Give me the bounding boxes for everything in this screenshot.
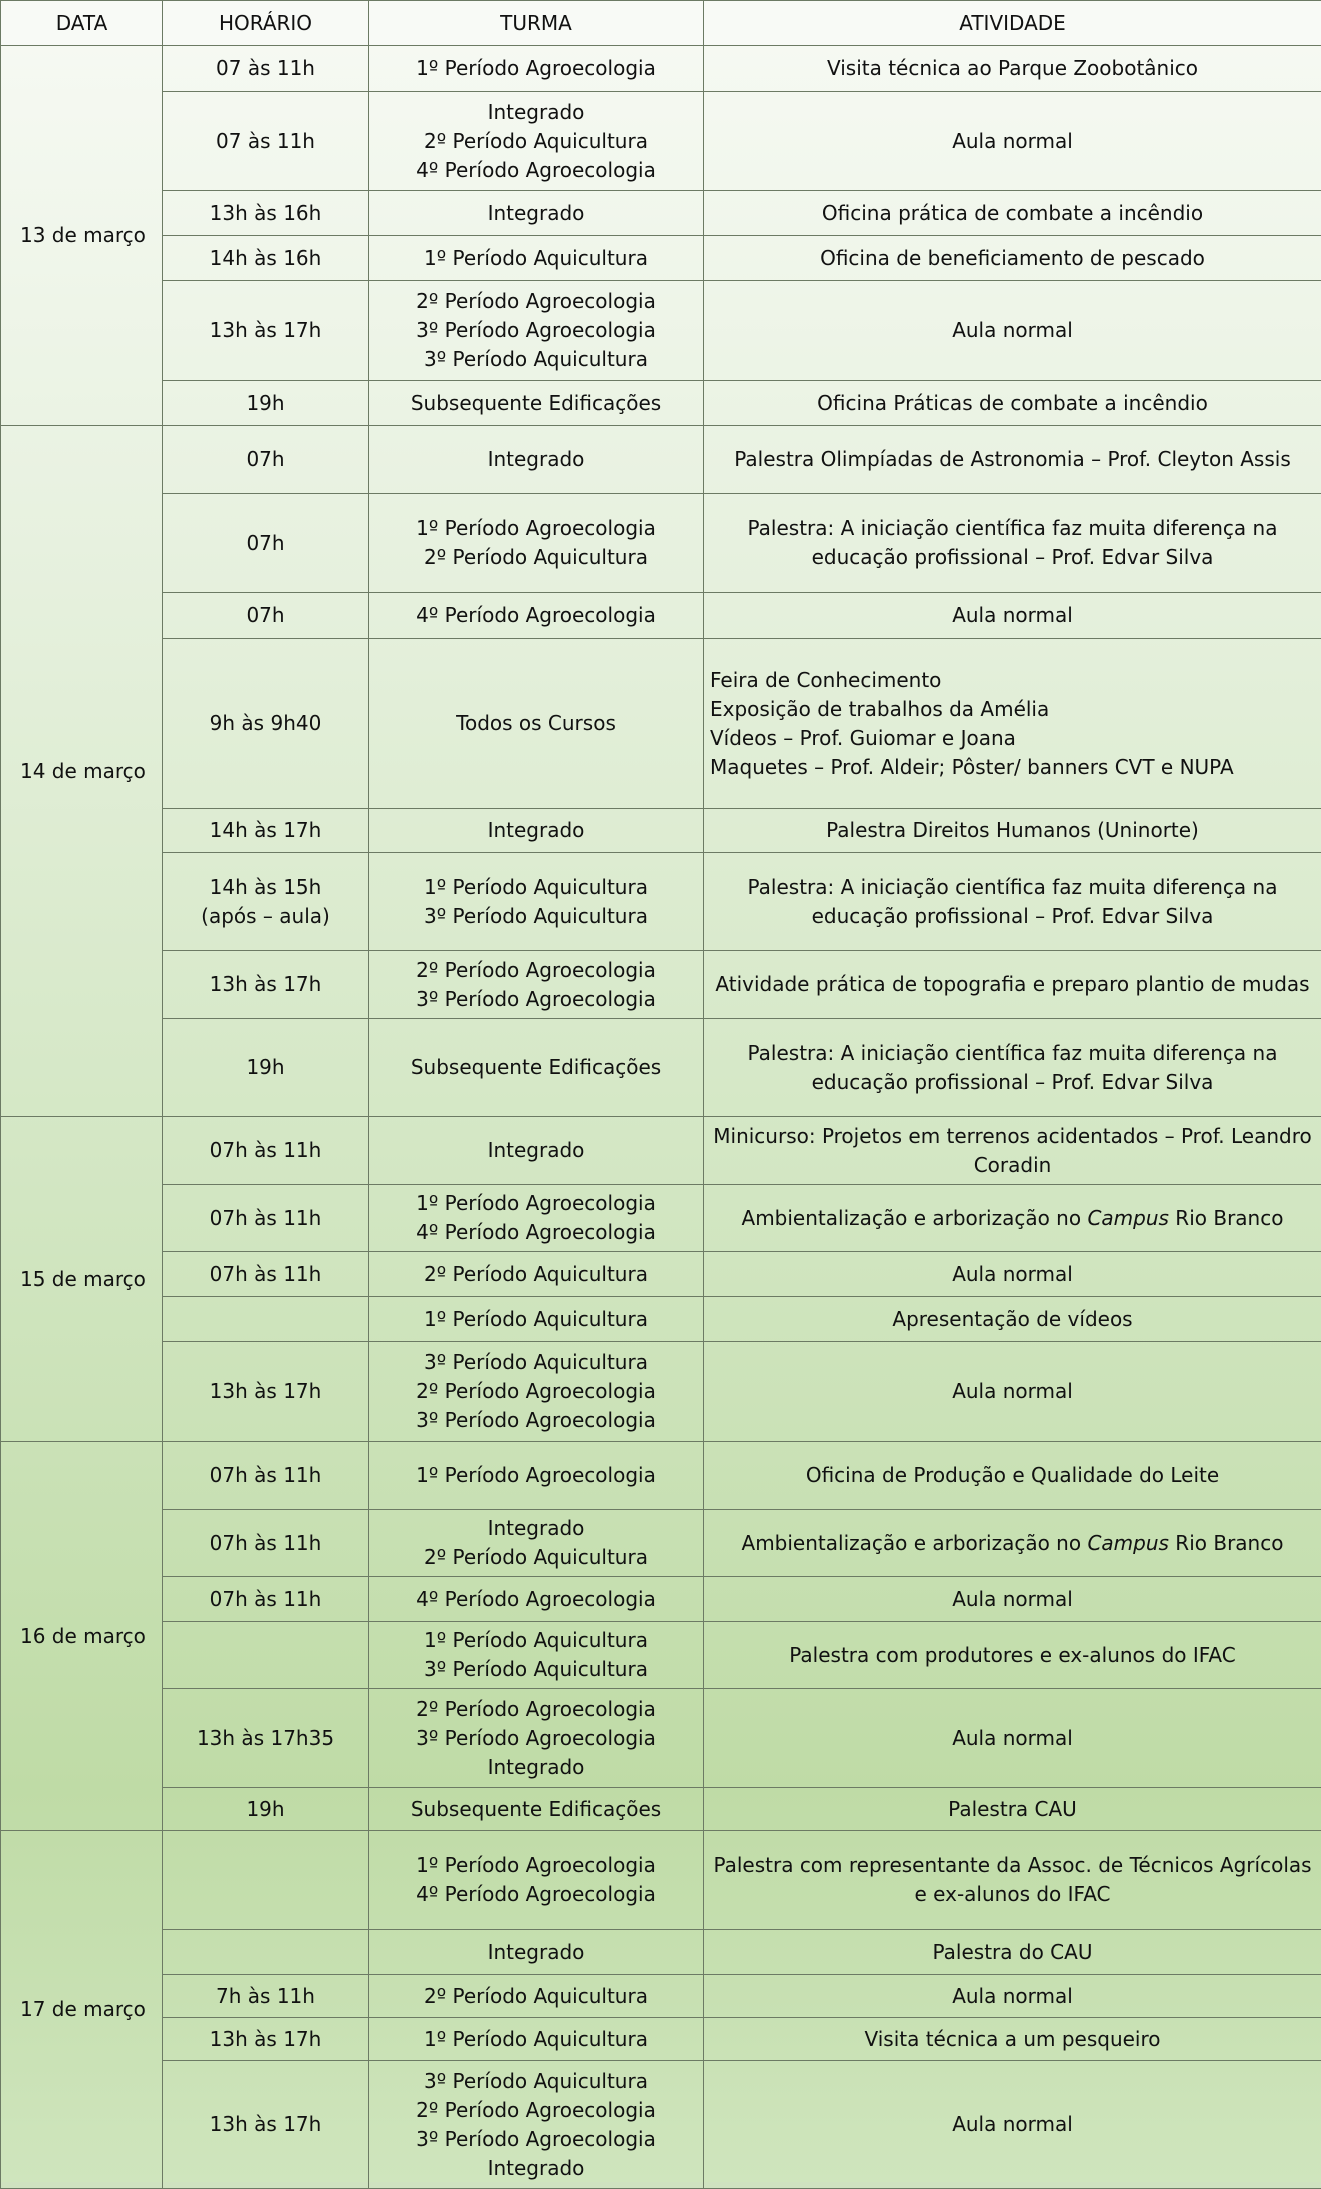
turma-line: 2º Período Aquicultura [375, 127, 697, 156]
header-data: DATA [1, 1, 163, 46]
turma-line: 3º Período Agroecologia [375, 1724, 697, 1753]
turma-line: 2º Período Agroecologia [375, 2096, 697, 2125]
table-row [1, 191, 1321, 236]
date-cell: 15 de março [1, 1117, 163, 1442]
turma-line: 2º Período Aquicultura [375, 1260, 697, 1289]
table-row [1, 853, 1321, 951]
turma-line: 1º Período Agroecologia [375, 514, 697, 543]
turma-cell [369, 1622, 704, 1689]
turma-line: Integrado [375, 1514, 697, 1543]
turma-line: 1º Período Aquicultura [375, 244, 697, 273]
time-line: (após – aula) [169, 902, 362, 931]
turma-line: 4º Período Agroecologia [375, 156, 697, 185]
turma-cell [369, 853, 704, 951]
turma-line: Integrado [375, 1938, 697, 1967]
table-row [1, 639, 1321, 809]
turma-line: 2º Período Aquicultura [375, 543, 697, 572]
time-cell [163, 1577, 369, 1622]
turma-line: Subsequente Edificações [375, 1795, 697, 1824]
table-row [1, 1117, 1321, 1185]
atividade-cell [704, 809, 1321, 853]
turma-line: Integrado [375, 1753, 697, 1782]
time-line: 07h às 11h [169, 1461, 362, 1490]
atividade-cell [704, 1185, 1321, 1252]
table-row [1, 1342, 1321, 1442]
turma-cell [369, 2061, 704, 2189]
time-cell [163, 1019, 369, 1117]
time-line: 13h às 17h [169, 316, 362, 345]
table-row [1, 1252, 1321, 1297]
table-row [1, 46, 1321, 92]
atividade-cell [704, 381, 1321, 426]
atividade-cell [704, 1342, 1321, 1442]
turma-cell [369, 381, 704, 426]
header-atividade: ATIVIDADE [704, 1, 1321, 46]
atividade-text: Aula normal [710, 1585, 1315, 1614]
date-cell: 17 de março [1, 1831, 163, 2189]
turma-line: Todos os Cursos [375, 709, 697, 738]
atividade-text: Aula normal [710, 1724, 1315, 1753]
time-line: 13h às 16h [169, 199, 362, 228]
atividade-cell [704, 1442, 1321, 1510]
time-cell [163, 426, 369, 494]
turma-line: 3º Período Agroecologia [375, 985, 697, 1014]
atividade-cell [704, 1622, 1321, 1689]
atividade-cell [704, 191, 1321, 236]
turma-line: 1º Período Aquicultura [375, 1626, 697, 1655]
time-line: 14h às 17h [169, 816, 362, 845]
time-cell [163, 1788, 369, 1831]
atividade-text: Oficina de beneficiamento de pescado [710, 244, 1315, 273]
time-line: 19h [169, 1795, 362, 1824]
time-line: 19h [169, 389, 362, 418]
turma-line: 2º Período Agroecologia [375, 1695, 697, 1724]
time-line: 07h às 11h [169, 1529, 362, 1558]
time-line: 07h às 11h [169, 1585, 362, 1614]
turma-line: 2º Período Agroecologia [375, 287, 697, 316]
atividade-cell [704, 593, 1321, 639]
turma-line: Subsequente Edificações [375, 1053, 697, 1082]
turma-cell [369, 1442, 704, 1510]
atividade-text: Palestra Direitos Humanos (Uninorte) [710, 816, 1315, 845]
atividade-cell [704, 1117, 1321, 1185]
time-cell [163, 1831, 369, 1930]
turma-line: 4º Período Agroecologia [375, 1585, 697, 1614]
turma-line: 1º Período Aquicultura [375, 2025, 697, 2054]
turma-cell [369, 92, 704, 191]
time-line: 7h às 11h [169, 1982, 362, 2011]
atividade-cell [704, 853, 1321, 951]
time-cell [163, 951, 369, 1019]
time-cell [163, 2061, 369, 2189]
header-horario: HORÁRIO [163, 1, 369, 46]
table-row [1, 1577, 1321, 1622]
table-row [1, 426, 1321, 494]
table-row [1, 1831, 1321, 1930]
time-cell [163, 1252, 369, 1297]
turma-cell [369, 46, 704, 92]
turma-cell [369, 426, 704, 494]
turma-line: 3º Período Agroecologia [375, 2125, 697, 2154]
turma-line: Integrado [375, 1136, 697, 1165]
atividade-cell [704, 2018, 1321, 2061]
turma-cell [369, 1342, 704, 1442]
atividade-cell [704, 281, 1321, 381]
atividade-text: Visita técnica ao Parque Zoobotânico [710, 54, 1315, 83]
date-cell: 16 de março [1, 1442, 163, 1831]
time-cell [163, 1297, 369, 1342]
turma-line: 3º Período Aquicultura [375, 1655, 697, 1684]
time-cell [163, 1342, 369, 1442]
turma-cell [369, 2018, 704, 2061]
turma-cell [369, 1117, 704, 1185]
time-cell [163, 1622, 369, 1689]
atividade-cell [704, 1831, 1321, 1930]
header-row [1, 1, 1321, 46]
turma-line: 1º Período Agroecologia [375, 1189, 697, 1218]
turma-line: 4º Período Agroecologia [375, 601, 697, 630]
atividade-text [710, 1204, 1315, 1233]
turma-line: Subsequente Edificações [375, 389, 697, 418]
time-line: 13h às 17h [169, 2025, 362, 2054]
turma-line: 2º Período Agroecologia [375, 956, 697, 985]
atividade-text: Minicurso: Projetos em terrenos acidentados – Prof. Leandro Coradin [710, 1122, 1315, 1180]
turma-cell [369, 1185, 704, 1252]
atividade-text: Palestra do CAU [710, 1938, 1315, 1967]
time-cell [163, 593, 369, 639]
table-row [1, 1689, 1321, 1788]
atividade-text: Palestra com produtores e ex-alunos do IFAC [710, 1641, 1315, 1670]
time-cell [163, 809, 369, 853]
turma-cell [369, 809, 704, 853]
time-cell [163, 281, 369, 381]
atividade-text: Palestra: A iniciação científica faz muita diferença na educação profissional – Prof. Edvar Silva [710, 514, 1315, 572]
table-row [1, 1510, 1321, 1577]
turma-cell [369, 281, 704, 381]
time-line: 19h [169, 1053, 362, 1082]
atividade-part: Rio Branco [1169, 1531, 1284, 1555]
turma-line: 3º Período Aquicultura [375, 1348, 697, 1377]
atividade-text: Oficina prática de combate a incêndio [710, 199, 1315, 228]
header-turma: TURMA [369, 1, 704, 46]
atividade-cell [704, 639, 1321, 809]
turma-line: Integrado [375, 98, 697, 127]
atividade-cell [704, 236, 1321, 281]
atividade-cell [704, 1252, 1321, 1297]
table-row [1, 1185, 1321, 1252]
time-line: 07h às 11h [169, 1260, 362, 1289]
time-line: 13h às 17h [169, 970, 362, 999]
table-row [1, 236, 1321, 281]
atividade-cell [704, 1689, 1321, 1788]
atividade-cell [704, 1788, 1321, 1831]
turma-cell [369, 1930, 704, 1975]
atividade-text: Oficina Práticas de combate a incêndio [710, 389, 1315, 418]
atividade-part: Rio Branco [1169, 1206, 1284, 1230]
time-cell [163, 1689, 369, 1788]
table-row [1, 1930, 1321, 1975]
turma-cell [369, 236, 704, 281]
table-row [1, 1442, 1321, 1510]
turma-line: Integrado [375, 445, 697, 474]
time-cell [163, 1975, 369, 2018]
time-cell [163, 92, 369, 191]
atividade-cell [704, 426, 1321, 494]
atividade-text: Aula normal [710, 316, 1315, 345]
atividade-cell [704, 951, 1321, 1019]
table-row [1, 494, 1321, 593]
turma-line: 3º Período Aquicultura [375, 2067, 697, 2096]
turma-cell [369, 1577, 704, 1622]
table-row [1, 1622, 1321, 1689]
turma-cell [369, 494, 704, 593]
atividade-text: Aula normal [710, 1260, 1315, 1289]
turma-cell [369, 191, 704, 236]
atividade-line: Feira de Conhecimento [710, 666, 1315, 695]
atividade-text: Aula normal [710, 1982, 1315, 2011]
time-cell [163, 494, 369, 593]
atividade-text: Palestra com representante da Assoc. de Técnicos Agrícolas e ex-alunos do IFAC [710, 1851, 1315, 1909]
turma-cell [369, 1510, 704, 1577]
turma-line: 3º Período Agroecologia [375, 316, 697, 345]
atividade-cell [704, 46, 1321, 92]
atividade-text: Palestra: A iniciação científica faz muita diferença na educação profissional – Prof. Edvar Silva [710, 1039, 1315, 1097]
table-row [1, 809, 1321, 853]
atividade-cell [704, 1930, 1321, 1975]
turma-cell [369, 1788, 704, 1831]
atividade-text: Apresentação de vídeos [710, 1305, 1315, 1334]
table-row [1, 1297, 1321, 1342]
time-line: 07 às 11h [169, 127, 362, 156]
atividade-cell [704, 1019, 1321, 1117]
turma-line: Integrado [375, 199, 697, 228]
turma-line: 4º Período Agroecologia [375, 1880, 697, 1909]
atividade-text: Palestra Olimpíadas de Astronomia – Prof. Cleyton Assis [710, 445, 1315, 474]
atividade-part: Ambientalização e arborização no [742, 1206, 1088, 1230]
turma-line: 3º Período Agroecologia [375, 1406, 697, 1435]
time-line: 07h às 11h [169, 1136, 362, 1165]
turma-line: 3º Período Aquicultura [375, 345, 697, 374]
table-row [1, 951, 1321, 1019]
time-line: 07h [169, 529, 362, 558]
time-cell [163, 1510, 369, 1577]
atividade-text: Aula normal [710, 2110, 1315, 2139]
table-row [1, 92, 1321, 191]
turma-cell [369, 1689, 704, 1788]
atividade-text: Aula normal [710, 127, 1315, 156]
time-line: 07h [169, 601, 362, 630]
turma-cell [369, 951, 704, 1019]
atividade-text: Atividade prática de topografia e preparo plantio de mudas [710, 970, 1315, 999]
time-cell [163, 639, 369, 809]
atividade-text: Palestra: A iniciação científica faz muita diferença na educação profissional – Prof. Edvar Silva [710, 873, 1315, 931]
turma-line: Integrado [375, 2154, 697, 2183]
turma-cell [369, 1252, 704, 1297]
time-cell [163, 1442, 369, 1510]
atividade-cell [704, 1577, 1321, 1622]
turma-line: 1º Período Agroecologia [375, 54, 697, 83]
turma-line: 2º Período Aquicultura [375, 1982, 697, 2011]
turma-cell [369, 1975, 704, 2018]
turma-cell [369, 593, 704, 639]
turma-cell [369, 1831, 704, 1930]
table-row [1, 2061, 1321, 2189]
turma-line: Integrado [375, 816, 697, 845]
time-cell [163, 236, 369, 281]
date-cell: 13 de março [1, 46, 163, 426]
time-cell [163, 2018, 369, 2061]
time-cell [163, 1117, 369, 1185]
table-row [1, 2018, 1321, 2061]
time-line: 07h às 11h [169, 1204, 362, 1233]
turma-cell [369, 1297, 704, 1342]
atividade-text [710, 1529, 1315, 1558]
atividade-cell [704, 92, 1321, 191]
atividade-cell [704, 2061, 1321, 2189]
table-row [1, 1975, 1321, 2018]
atividade-cell [704, 1297, 1321, 1342]
time-line: 14h às 16h [169, 244, 362, 273]
time-cell [163, 46, 369, 92]
atividade-text: Aula normal [710, 1377, 1315, 1406]
atividade-line: Vídeos – Prof. Guiomar e Joana [710, 724, 1315, 753]
table-row [1, 1019, 1321, 1117]
atividade-cell [704, 1975, 1321, 2018]
table-row [1, 1788, 1321, 1831]
turma-line: 1º Período Aquicultura [375, 873, 697, 902]
turma-line: 2º Período Aquicultura [375, 1543, 697, 1572]
time-line: 07 às 11h [169, 54, 362, 83]
campus-word: Campus [1087, 1531, 1169, 1555]
time-line: 13h às 17h [169, 1377, 362, 1406]
time-line: 9h às 9h40 [169, 709, 362, 738]
atividade-text: Aula normal [710, 601, 1315, 630]
table-row [1, 281, 1321, 381]
turma-line: 1º Período Agroecologia [375, 1461, 697, 1490]
atividade-text: Visita técnica a um pesqueiro [710, 2025, 1315, 2054]
time-cell [163, 853, 369, 951]
turma-line: 1º Período Aquicultura [375, 1305, 697, 1334]
table-row [1, 381, 1321, 426]
turma-line: 1º Período Agroecologia [375, 1851, 697, 1880]
atividade-cell [704, 494, 1321, 593]
turma-line: 4º Período Agroecologia [375, 1218, 697, 1247]
time-cell [163, 1185, 369, 1252]
atividade-part: Ambientalização e arborização no [742, 1531, 1088, 1555]
atividade-line: Exposição de trabalhos da Amélia [710, 695, 1315, 724]
atividade-text: Palestra CAU [710, 1795, 1315, 1824]
date-cell: 14 de março [1, 426, 163, 1117]
turma-cell [369, 1019, 704, 1117]
atividade-cell [704, 1510, 1321, 1577]
turma-line: 2º Período Agroecologia [375, 1377, 697, 1406]
time-line: 07h [169, 445, 362, 474]
time-line: 14h às 15h [169, 873, 362, 902]
atividade-line: Maquetes – Prof. Aldeir; Pôster/ banners CVT e NUPA [710, 753, 1315, 782]
time-cell [163, 381, 369, 426]
turma-line: 3º Período Aquicultura [375, 902, 697, 931]
campus-word: Campus [1087, 1206, 1169, 1230]
time-cell [163, 1930, 369, 1975]
time-line: 13h às 17h35 [169, 1724, 362, 1753]
turma-cell [369, 639, 704, 809]
time-cell [163, 191, 369, 236]
table-row [1, 593, 1321, 639]
time-line: 13h às 17h [169, 2110, 362, 2139]
atividade-text: Oficina de Produção e Qualidade do Leite [710, 1461, 1315, 1490]
